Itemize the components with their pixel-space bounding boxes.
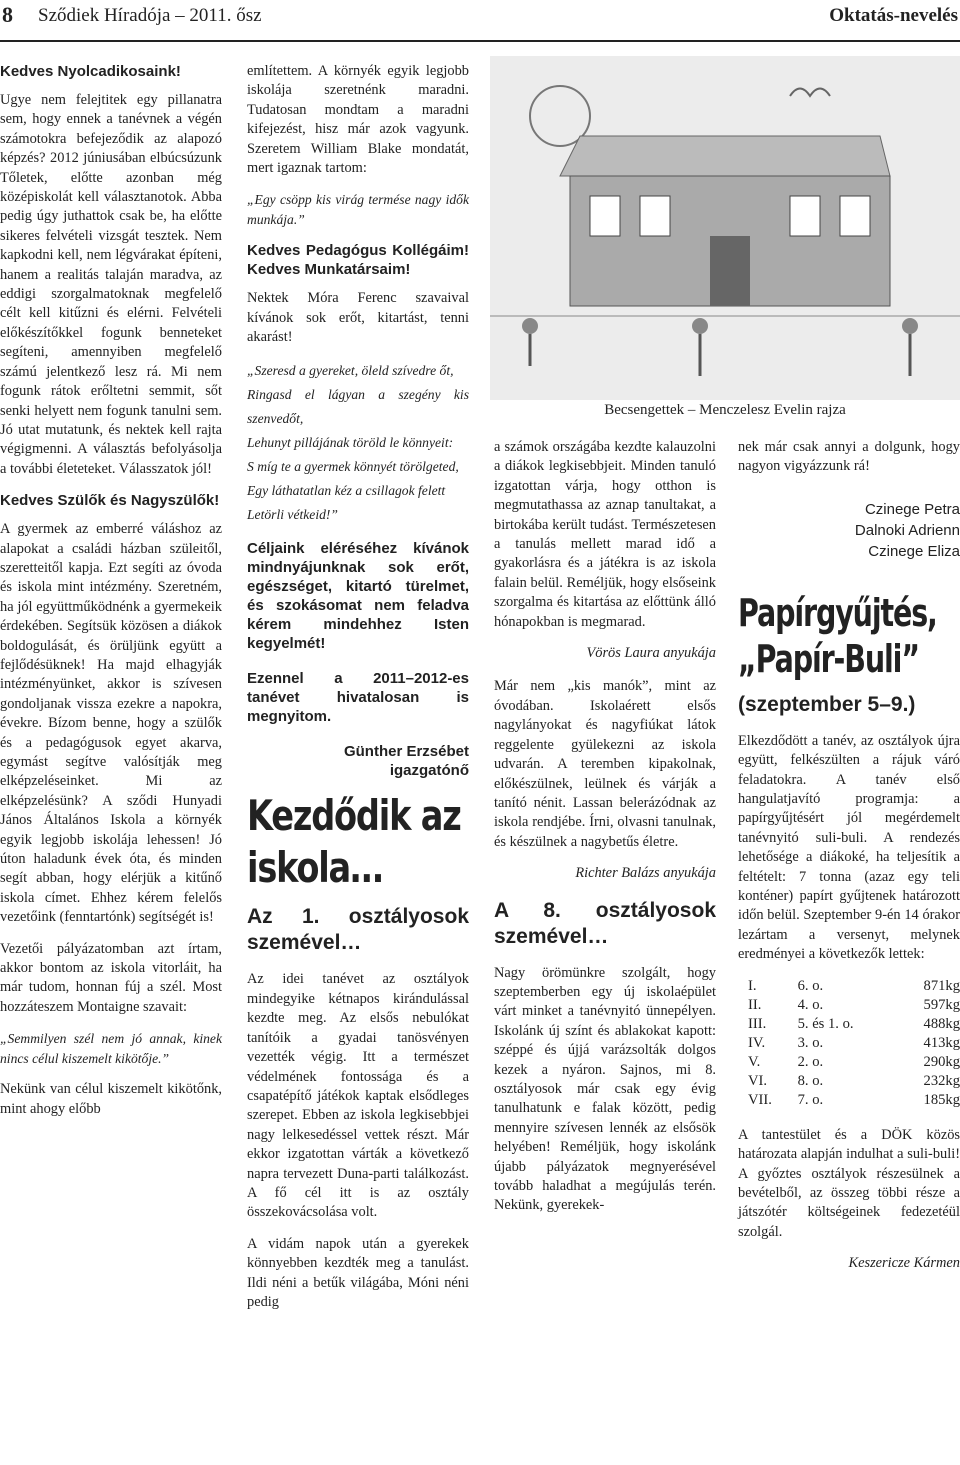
section-heading: Kedves Nyolcadikosaink! [0, 63, 181, 80]
quote: „Semmilyen szél nem jó annak, kinek nincs célul kiszemelt kikötője.” [0, 1031, 222, 1066]
result-cell: 5. és 1. o. [797, 1015, 854, 1032]
image-caption: Becsengettek – Menczelesz Evelin rajza [604, 402, 846, 418]
result-cell: VII. [748, 1091, 772, 1108]
paragraph: Már nem „kis manók”, mint az óvodában. Iskolaérett elsős nagylányokat és nagyfiúkat látok reggelente gyülekezni az iskola udvarán. A teremben kipakolnak, előkészülnek, leülnek és várják a tanító nénit. Lassan belerázódnak az iskola rendjébe. Írni, olvasni tanulnak, és készülnek a nagybetűs életre. [494, 678, 716, 850]
paragraph: A gyermek az emberré váláshoz az alapokat a családi házban szüleitől, szeretteitől kapja. Ezt segíti az óvoda és iskola mint intézmény. Szeretném, ha jól együttműködnénk a gyermekeik érdekében. Segítsük közösen a diákok boldogulását, és örüljünk együtt a fejlődésüknek! Ha majd elhagyják intézményünket, akkor is szívesen gondoljanak vissza ezekre a napokra, évekre. Bízom benne, hogy a szülők és a pedagógusok egyet akarva, egymást segítve valósítják meg elképzeléseinket. Mi az elképzelésünk? A sződi Hunyadi János Általános Iskola a környék egyik legjobb iskolája lehessen! Jó úton haladunk évek óta, és minden segít abban, hogy elérjük a kitűnő iskola címet. Ehhez kérem felelős vezetőink (fenntartónk) segítségét is! [0, 521, 222, 926]
article-title-paper [738, 590, 937, 682]
author-name: Czinege Eliza [868, 542, 960, 560]
column-1 [0, 62, 222, 1131]
title-line: Kezdődik az [247, 791, 461, 841]
poem-line: S míg te a gyermek könnyét törölgeted, [247, 459, 459, 475]
quote: „Egy csöpp kis virág termése nagy idők munkája.” [247, 192, 469, 227]
result-cell: 488kg [923, 1015, 960, 1032]
paragraph: Ugye nem felejtitek egy pillanatra sem, hogy ennek a tanévnek a végén számotokra befejeződik az alapozó képzés? 2012 júniusában elbúcsúzunk Tőletek, előtte azonban még középiskolát kell választanotok. Abba pedig úgy juthattok csak be, ha előtte sikeres felvételi vizsgát tesztek. Nem kapkodni kell, nem légvárakat építeni, hanem a realitás talaján maradva, az eddigi szorgalmatoknak megfelelő célt kell kitűzni és elérni. Felvételi előkészítőkkel fogunk benneteket segíteni, amennyiben megfelelő számú jelentkező lesz rá. Mi nem fogunk rátok erőltetni semmit, sőt senki helyett nem fogunk tanulni sem. Jó utat mutatunk, és nektek kell rajta végigmenni. A választás befolyásolja a további életeteket. Válasszatok jól! [0, 92, 222, 477]
result-row [738, 1072, 960, 1091]
section-heading: Kedves Szülők és Nagyszülők! [0, 492, 220, 510]
result-cell: 7. o. [797, 1091, 824, 1108]
result-cell: V. [748, 1053, 761, 1070]
bold-paragraph: Céljaink eléréséhez kívánok mindnyájunknak sok erőt, egészséget, kitartó türelmet, és szokásomat nem feladva kérem mindehhez Isten kegyelmét! [247, 540, 469, 653]
poem [247, 359, 469, 527]
title-line: Papírgyűjtés, [738, 590, 937, 635]
author-signature: Vörös Laura anyukája [586, 645, 716, 662]
paragraph: Nektek Móra Ferenc szavaival kívánok sok erőt, kitartást, tenni akarást! [247, 290, 469, 346]
result-cell: 597kg [923, 996, 960, 1013]
article-subheading: Az 1. osztályosok szemével… [247, 905, 469, 955]
school-drawing-image [490, 56, 960, 400]
paragraph: A vidám napok után a gyerekek könnyebben kezdték meg a tanulást. Ildi néni a betűk világába, Móni néni pedig [247, 1235, 469, 1310]
signature-line: Günther Erzsébet [343, 743, 469, 761]
poem-line: Ringasd el lágyan a szegény kis szenvedőt, [247, 387, 469, 427]
result-row [738, 1034, 960, 1053]
title-line: „Papír-Buli” [738, 636, 919, 681]
result-cell: 232kg [923, 1072, 960, 1089]
result-row [738, 1053, 960, 1072]
result-cell: III. [748, 1015, 767, 1032]
result-cell: II. [748, 996, 762, 1013]
section-heading: Kedves Pedagógus Kollégáim! Kedves Munkatársaim! [247, 242, 469, 279]
result-cell: 8. o. [797, 1072, 824, 1089]
title-line: iskola… [247, 843, 383, 893]
article-title [247, 790, 461, 894]
result-cell: I. [748, 977, 757, 994]
result-cell: IV. [748, 1034, 766, 1051]
signature-line: igazgatónő [389, 762, 469, 780]
drawing-illustration [490, 56, 960, 400]
article-signature: Keszericze Kármen [848, 1255, 960, 1272]
poem-line: „Szeresd a gyereket, öleld szívedre őt, [247, 363, 454, 379]
column-4-intro: nek már csak annyi a dolgunk, hogy nagyon vigyázzunk rá! [738, 439, 960, 475]
column-2 [247, 62, 469, 1324]
results-table [738, 977, 960, 1110]
column-3 [494, 438, 716, 1228]
paper-paragraph: Elkezdődött a tanév, az osztályok újra együtt, felkészülten a rájuk váró feladatokra. A tanév első hangulatjavító programja: a papírgyűjtésért jól megérdemelt tanévnyitó suli-buli. A rendezés lehetősége a diákoké, ha teljesítik a feltételt: 7 tonna (azaz egy teli konténer) papírt gyűjtenek határozott időn belül. Szeptember 9-én 14 órakor lezártam a versenyt, melynek eredményei a következők lettek: [738, 732, 960, 963]
article-dates: (szeptember 5–9.) [738, 692, 916, 716]
result-row [738, 1015, 960, 1034]
column-4 [738, 438, 960, 1288]
poem-line: Letörli vétkeid!” [247, 507, 338, 523]
paragraph: Nekünk van célul kiszemelt kikötőnk, mint ahogy előbb [0, 1081, 222, 1117]
page-number: 8 [2, 2, 13, 27]
paper-paragraph: A tantestület és a DÖK közös határozata alapján indulhat a suli-buli! A győztes osztályok részesülnek a bevételből, az összeg többi része a játszótér költségeinek fedezetéül szolgál. [738, 1126, 960, 1240]
publication-title: Sződiek Híradója – 2011. ősz [38, 5, 262, 26]
result-row [738, 1091, 960, 1110]
result-cell: 185kg [923, 1091, 960, 1108]
principal-signature [247, 742, 469, 780]
article-subheading: A 8. osztályosok szemével… [494, 898, 716, 948]
result-cell: 4. o. [797, 996, 824, 1013]
poem-line: Lehunyt pillájának töröld le könnyeit: [247, 435, 454, 451]
author-name: Czinege Petra [864, 500, 960, 518]
result-cell: 871kg [923, 977, 960, 994]
result-cell: 6. o. [797, 977, 824, 994]
section-title: Oktatás-nevelés [829, 5, 958, 26]
paragraph: Nagy örömünkre szolgált, hogy szeptemberben egy új iskolaépület várt minket a tanévnyitó ünnepélyen. Iskolánk új színt és ablakokat kapott: széppé és újjá varázsolták dolgos kezek a nyáron. Sajnos, mi 8. osztályosok már csak egy évig tanulhatunk e falak között, pedig mennyire szívesen lennék az elsősök helyében! Reméljük, hogy iskolánk újabb pályázatok megnyerésével tovább haladhat a megújulás terén. Nekünk, gyerekek- [494, 964, 716, 1214]
result-cell: 413kg [923, 1034, 960, 1051]
bold-paragraph: Ezennel a 2011–2012-es tanévet hivatalosan is megnyitom. [247, 670, 469, 726]
result-row [738, 977, 960, 996]
paragraph: említettem. A környék egyik legjobb iskolája szeretnénk maradni. Tudatosan mondtam a maradni kifejezést, hisz már azok vagyunk. Szeretem William Blake mondatát, mert igaznak tartom: [247, 63, 469, 177]
result-cell: VI. [748, 1072, 768, 1089]
author-name: Dalnoki Adrienn [854, 521, 960, 539]
author-signature: Richter Balázs anyukája [575, 865, 716, 882]
result-cell: 290kg [923, 1053, 960, 1070]
result-row [738, 996, 960, 1015]
result-cell: 3. o. [797, 1034, 824, 1051]
paragraph: a számok országába kezdte kalauzolni a diákok legkisebbjeit. Minden tanuló izgatottan várja, hogy otthon is megmutathassa az aznap tanultakat, a birtokába került tudást. Természetesen a tanulás mellett marad idő a gyakorlásra és a játékra is az iskola falain belül. Reméljük, hogy elsőseink szorgalma és kitartása az előttünk álló hónapokban is megmarad. [494, 439, 716, 630]
poem-line: Egy láthatatlan kéz a csillagok felett [247, 483, 446, 499]
paragraph: Az idei tanévet az osztályok mindegyike kétnapos kirándulással kezdte meg. Az elsős nebulókat tanítóik a gyadai tanösvényen vezették végig. Itt a természet védelmének fontossága és a csapatépítő játékok kaptak elsődleges szerepet. Ebben az iskola legkisebbjei nagy lelkesedéssel vettek részt. Már ekkor izgatottan várták a következő napra tervezett Duna-parti találkozást. A fő cél itt is az osztály összekovácsolása volt. [247, 971, 469, 1221]
author-names [738, 499, 960, 562]
paragraph: Vezetői pályázatomban azt írtam, akkor bontom az iskola vitorláit, ha már tudom, honnan fúj a szél. Most hozzáteszem Montaigne szavait: [0, 940, 222, 1015]
page-header [0, 0, 960, 42]
result-cell: 2. o. [797, 1053, 824, 1070]
